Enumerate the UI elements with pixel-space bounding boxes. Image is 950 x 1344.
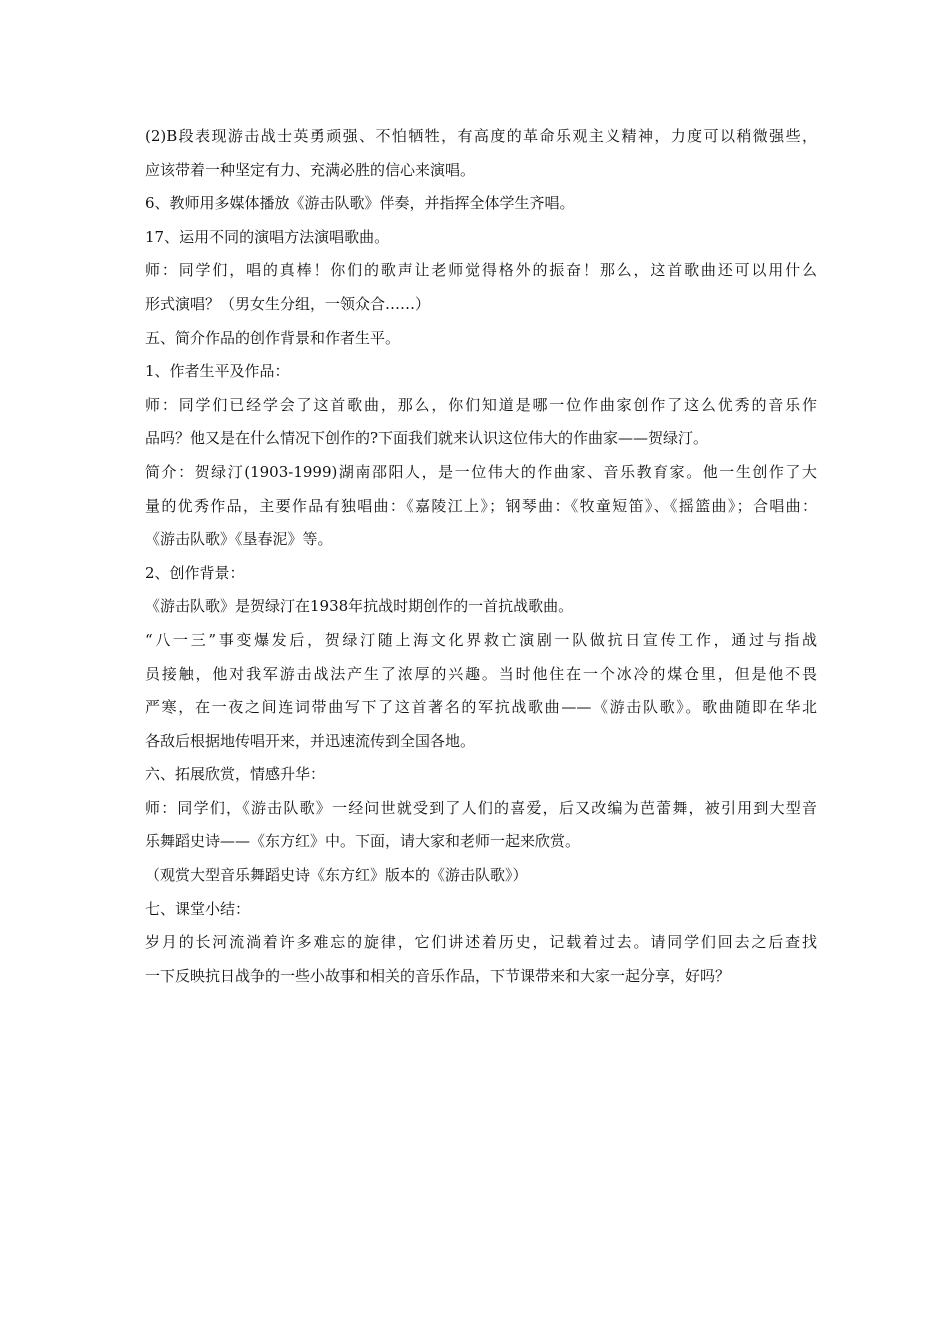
text-line-22: 乐舞蹈史诗——《东方红》中。下面，请大家和老师一起来欣赏。 (145, 832, 581, 851)
text-line-17: 员接触，他对我军游击战法产生了浓厚的兴趣。当时他住在一个冰冷的煤仓里，但是他不畏 (145, 664, 817, 683)
text-line-26: 一下反映抗日战争的一些小故事和相关的音乐作品，下节课带来和大家一起分享，好吗？ (145, 966, 731, 985)
section-heading-5: 五、简介作品的创作背景和作者生平。 (145, 328, 401, 347)
text-line-25: 岁月的长河流淌着许多难忘的旋律，它们讲述着历史，记载着过去。请同学们回去之后查找 (145, 933, 817, 952)
text-line-3: 6、教师用多媒体播放《游击队歌》伴奏，并指挥全体学生齐唱。 (145, 194, 575, 213)
text-line-6: 形式演唱？（男女生分组，一领众合……） (145, 294, 431, 313)
text-line-1: (2)B段表现游击战士英勇顽强、不怕牺牲，有高度的革命乐观主义精神，力度可以稍微强些， (145, 127, 817, 145)
text-line-15: 《游击队歌》是贺绿汀在1938年抗战时期创作的一首抗战歌曲。 (145, 597, 574, 616)
section-heading-6: 六、拓展欣赏，情感升华： (145, 765, 326, 784)
text-line-9: 师：同学们已经学会了这首歌曲，那么，你们知道是哪一位作曲家创作了这么优秀的音乐作 (145, 395, 817, 414)
text-line-13: 《游击队歌》《垦春泥》等。 (145, 530, 333, 549)
section-heading-7: 七、课堂小结： (145, 899, 251, 918)
document-page (145, 120, 817, 993)
text-line-4: 17、运用不同的演唱方法演唱歌曲。 (145, 227, 390, 246)
text-line-23: （观赏大型音乐舞蹈史诗《东方红》版本的《游击队歌》） (145, 866, 528, 885)
text-line-11: 简介：贺绿汀(1903-1999)湖南邵阳人，是一位伟大的作曲家、音乐教育家。他一生创作了大 (145, 462, 817, 481)
subheading-author: 1、作者生平及作品： (145, 362, 290, 381)
text-line-18: 严寒，在一夜之间连词带曲写下了这首著名的军抗战歌曲——《游击队歌》。歌曲随即在华北 (145, 698, 817, 717)
text-line-5: 师：同学们，唱的真棒！你们的歌声让老师觉得格外的振奋！那么，这首歌曲还可以用什么 (145, 261, 817, 280)
text-line-19: 各敌后根据地传唱开来，并迅速流传到全国各地。 (145, 731, 476, 750)
text-line-10: 品吗？他又是在什么情况下创作的?下面我们就来认识这位伟大的作曲家——贺绿汀。 (145, 429, 709, 448)
text-line-2: 应该带着一种坚定有力、充满必胜的信心来演唱。 (145, 160, 476, 179)
text-line-16: “八一三”事变爆发后，贺绿汀随上海文化界救亡演剧一队做抗日宣传工作，通过与指战 (145, 630, 817, 649)
text-line-12: 量的优秀作品，主要作品有独唱曲：《嘉陵江上》；钢琴曲：《牧童短笛》、《摇篮曲》；合唱曲： (145, 496, 817, 515)
text-line-21: 师：同学们，《游击队歌》一经问世就受到了人们的喜爱，后又改编为芭蕾舞，被引用到大型音 (145, 798, 817, 817)
subheading-background: 2、创作背景： (145, 563, 245, 582)
